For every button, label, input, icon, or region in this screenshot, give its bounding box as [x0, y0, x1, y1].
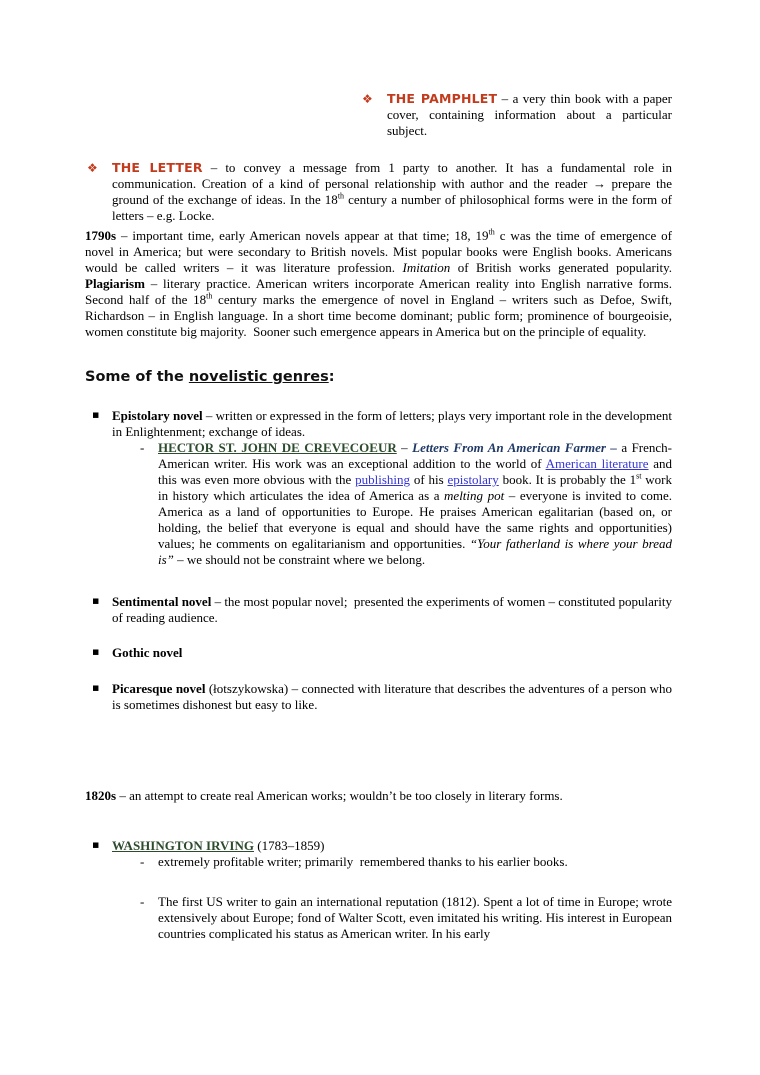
link-publishing[interactable]: publishing [355, 472, 411, 487]
irving-note-2 [85, 894, 676, 942]
text-segment: THE LETTER [112, 160, 203, 175]
text-segment: – we should not be constraint where we belong. [173, 552, 426, 567]
text-segment: Plagiarism [85, 276, 145, 291]
text-segment: 1790s [85, 228, 117, 243]
text-segment: “Your fatherland is where your bread is” [158, 536, 676, 567]
text-segment: and this was even more obvious with the [158, 456, 676, 487]
text-segment: melting pot [444, 488, 505, 503]
text-segment: a French-American writer. His work was an exceptional addition to the world of [158, 440, 673, 471]
text-segment: – a very thin book with a paper cover, containing information about a particular subject. [387, 91, 676, 138]
text-segment: Sentimental novel [112, 594, 212, 609]
text-segment: (łotszykowska) – connected with literature that describes the adventures of a person who is sometimes dishonest but easy to like. [112, 681, 676, 712]
text-segment: of British works generated popularity. [450, 260, 676, 275]
sentimental-paragraph [112, 594, 676, 626]
letter-item [85, 160, 676, 224]
text-segment: th [206, 291, 213, 301]
diamond-bullet-icon: ❖ [362, 92, 373, 106]
irving-item [85, 838, 672, 854]
text-segment: : [328, 369, 335, 385]
letter-paragraph [112, 160, 676, 224]
pamphlet-paragraph [387, 91, 676, 139]
square-bullet-icon: ▪ [92, 594, 100, 607]
paragraph-1820s [85, 788, 672, 804]
pamphlet-item [360, 91, 676, 139]
dash-bullet: - [140, 854, 145, 869]
text-segment: – literary practice. American writers incorporate American reality into English narrative forms. Second half of the 18 [85, 276, 676, 307]
text-segment: work in history which articulates the idea of America as a [158, 472, 676, 503]
text-segment: The first US writer to gain an international reputation (1812). Spent a lot of time in Europe; wrote extensively about Europe; fond of Walter Scott, even imitated his writing. His interest in European countries complicated his status as American writer. In his early [158, 894, 676, 941]
crevecoeur-paragraph [158, 440, 676, 568]
irving-note-1 [85, 854, 672, 870]
text-segment: WASHINGTON IRVING [112, 838, 254, 853]
link-epistolary[interactable]: epistolary [447, 472, 499, 487]
text-segment: century marks the emergence of novel in England – writers such as Defoe, Swift, Richardson – in English language. In a short time become dominant; public form; prominence of bourgeoisie, women constitute big majority. Sooner such emergence appears in America but on the principle of equality. [85, 292, 676, 339]
text-segment: th [488, 227, 495, 237]
irving-heading [112, 838, 672, 854]
genre-item-epistolary [85, 408, 676, 440]
text-segment: – an attempt to create real American works; wouldn’t be too closely in literary forms. [116, 788, 563, 803]
text-segment: book. It is probably the 1 [498, 472, 637, 487]
link-american-literature[interactable]: American literature [545, 456, 649, 471]
genre-item-picaresque [85, 681, 676, 713]
square-bullet-icon: ▪ [92, 681, 100, 694]
picaresque-paragraph [112, 681, 676, 713]
crevecoeur-note [85, 440, 676, 568]
genre-item-gothic [85, 645, 672, 661]
diamond-bullet-icon: ❖ [87, 161, 98, 175]
irving-note-1-paragraph [158, 854, 672, 870]
text-segment: extremely profitable writer; primarily remembered thanks to his earlier books. [158, 854, 568, 869]
text-segment: Picaresque novel [112, 681, 206, 696]
square-bullet-icon: ▪ [92, 645, 100, 658]
irving-note-2-paragraph [158, 894, 676, 942]
gothic-paragraph [112, 645, 672, 661]
text-segment: – everyone is invited to come. America as a land of opportunities to Europe. He praises American egalitarian (based on, or holding, the belief that everyone is equal and should have the same rights and opportunities) values; he comments on egalitarianism and opportunities. [158, 488, 676, 551]
text-segment: – [396, 440, 413, 455]
text-segment: 1820s [85, 788, 117, 803]
text-segment: c was the time of emergence of novel in America; but were secondary to British novels. Mist popular books were English books. Americans would be called writers – it was literature profession. [85, 228, 676, 275]
text-segment: st [636, 471, 642, 481]
text-segment: th [337, 191, 345, 201]
pamphlet-section [360, 91, 676, 139]
text-segment: Imitation [402, 260, 451, 275]
genre-item-sentimental [85, 594, 676, 626]
square-bullet-icon: ▪ [92, 838, 100, 851]
text-segment: – important time, early American novels appear at that time; 18, 19 [116, 228, 489, 243]
square-bullet-icon: ▪ [92, 408, 100, 421]
dash-bullet: - [140, 894, 145, 909]
text-segment: (1783–1859) [253, 838, 325, 853]
text-segment: Epistolary novel [112, 408, 203, 423]
text-segment: Some of the [85, 369, 189, 385]
paragraph-1790s [85, 227, 676, 340]
section-heading [85, 368, 672, 386]
text-segment: – written or expressed in the form of letters; plays very important role in the development in Enlightenment; exchange of ideas. [112, 408, 676, 439]
text-segment: of his [410, 472, 448, 487]
text-segment: HECTOR ST. JOHN DE CREVECOEUR [158, 440, 397, 455]
text-segment: novelistic genres [188, 369, 329, 385]
dash-bullet: - [140, 440, 145, 455]
epistolary-paragraph [112, 408, 676, 440]
text-segment: Gothic novel [112, 645, 183, 660]
text-segment: – the most popular novel; presented the experiments of women – constituted popularity of reading audience. [112, 594, 676, 625]
text-segment: – to convey a message from 1 party to another. It has a fundamental role in communication. Creation of a kind of personal relationship with author and the reader → prepare the ground of the exchange of ideas. In the 18 [112, 160, 676, 207]
text-segment: century a number of philosophical forms were in the form of letters – e.g. Locke. [112, 192, 676, 223]
text-segment: THE PAMPHLET [387, 91, 498, 106]
text-segment: Letters From An American Farmer – [412, 440, 617, 455]
